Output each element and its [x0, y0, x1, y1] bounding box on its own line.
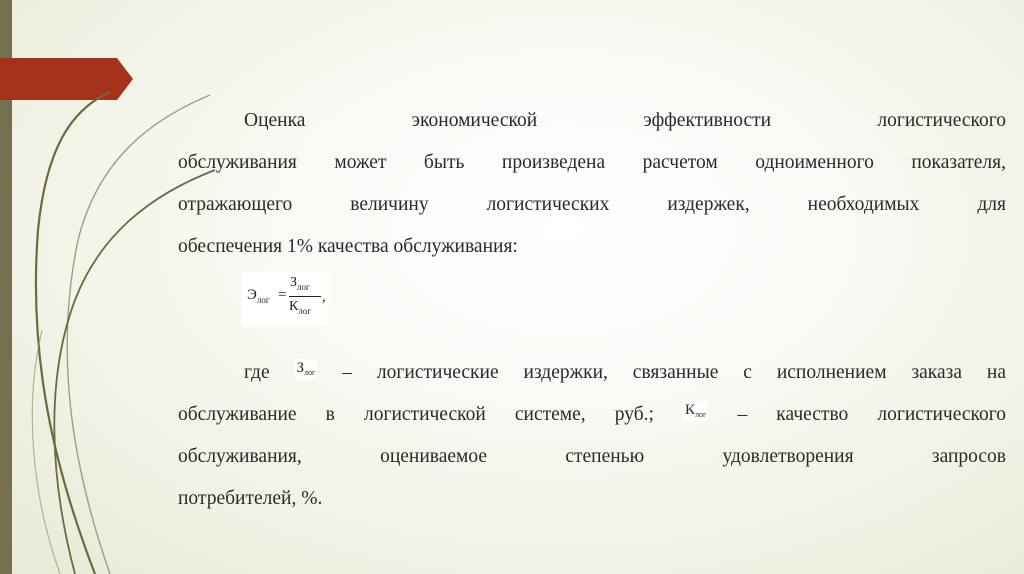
symbol-costs [295, 359, 318, 379]
paragraph-line-3: отражающего величину логистических издержек, необходимых для [178, 194, 1006, 215]
formula-lhs-letter: Э [247, 287, 257, 303]
symbol-costs-letter: З [296, 360, 305, 376]
formula-numerator [290, 275, 310, 291]
line5-rest: – логистические издержки, связанные с исполнением заказа на [342, 362, 1007, 383]
symbol-quality-letter: К [685, 402, 696, 418]
line6-before: обслуживание в логистической системе, руб.; [178, 404, 654, 425]
line1-part-2: эффективности [643, 110, 772, 131]
paragraph-line-4: обеспечения 1% качества обслуживания: [178, 236, 518, 257]
line1-part-1: Оценка экономической [244, 110, 538, 131]
line5-prefix: где [244, 362, 270, 383]
line1-part-3: логистического [877, 110, 1006, 131]
formula-lhs-sub: лог [256, 295, 270, 305]
formula-fraction-bar [289, 296, 321, 297]
formula-equals: = [278, 287, 287, 303]
formula-num-sub: лог [297, 282, 310, 292]
formula-denominator [289, 299, 311, 315]
symbol-costs-sub: лог [304, 368, 316, 377]
paragraph-line-7: обслуживания, оцениваемое степенью удовлетворения запросов [178, 446, 1006, 467]
paragraph-line-6 [178, 394, 1006, 436]
symbol-quality-sub: лог [695, 410, 707, 419]
paragraph-line-5 [178, 352, 1006, 394]
formula-den-sub: лог [298, 306, 312, 316]
symbol-quality [683, 401, 708, 421]
paragraph-line-1 [178, 100, 1006, 142]
formula-den-letter: К [289, 299, 299, 314]
formula-image [241, 271, 329, 327]
formula-comma: , [322, 289, 326, 305]
paragraph-line-8: потребителей, %. [178, 488, 323, 509]
formula-num-letter: З [290, 275, 298, 290]
formula-lhs [247, 287, 270, 304]
line6-after: – качество логистического [737, 404, 1006, 425]
paragraph-line-2: обслуживания может быть произведена расчетом одноименного показателя, [178, 152, 1006, 173]
